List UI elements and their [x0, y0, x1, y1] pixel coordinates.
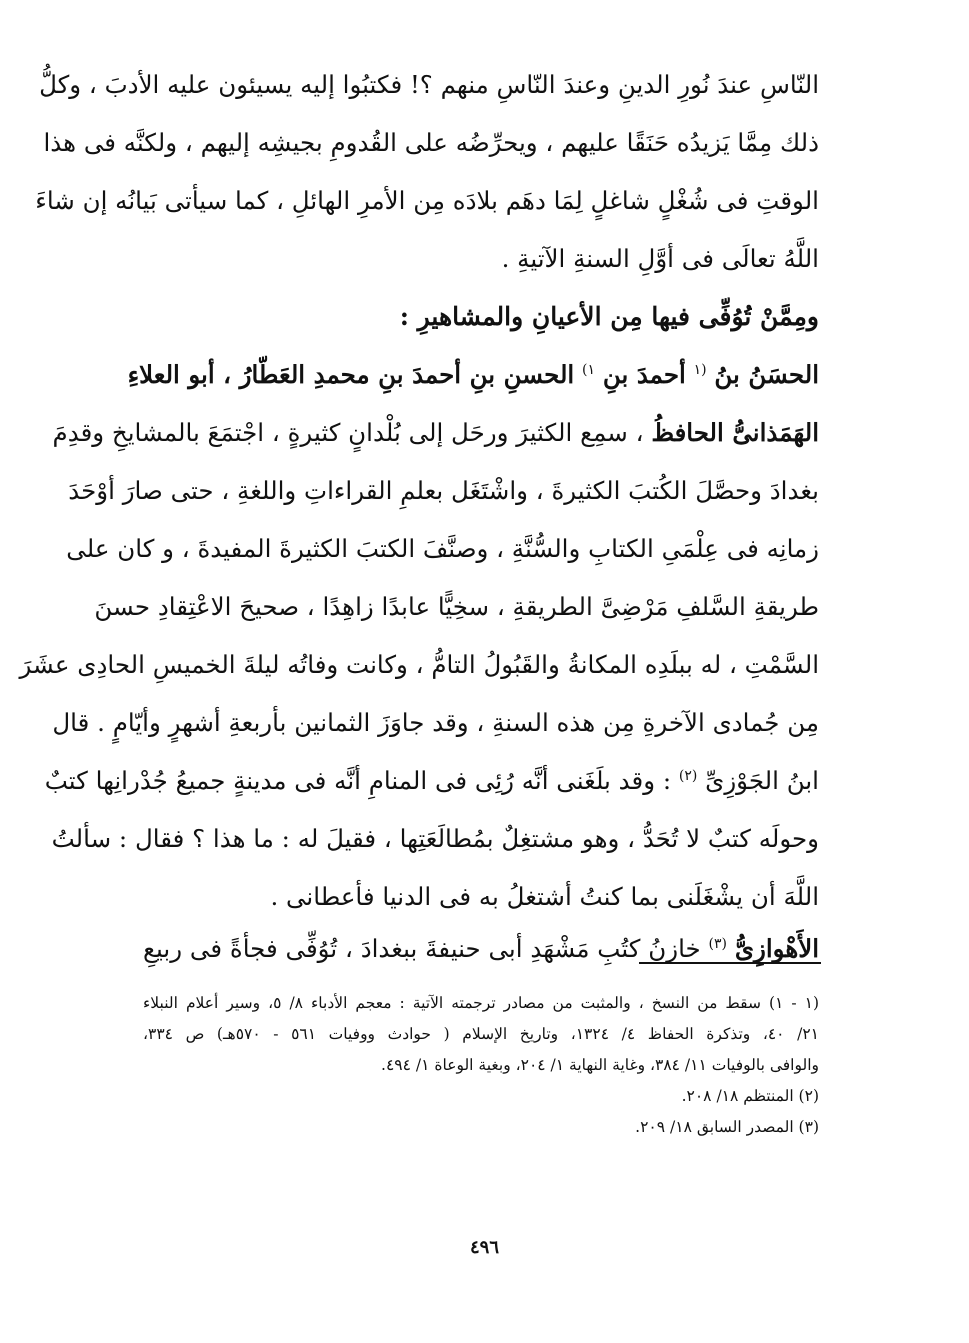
entry1-line-2-text: ، سمِع الكثيرَ ورحَل إلى بُلْدانٍ كثيرةٍ ، اجْتمَعَ بالمشايخِ وقدِمَ — [52, 418, 644, 447]
footnote-1-line-3: والوافى بالوفيات ١١/ ٣٨٤، وغاية النهاية ١/ ٢٠٤، وبغية الوعاة ١/ ٤٩٤. — [381, 1056, 819, 1074]
entry2-text: خازنُ كتُبِ مَشْهَدِ أبى حنيفةَ ببغدادَ ، تُوُفِّى فجأةً فى ربيعِ — [143, 934, 701, 963]
entry1-name-part3: الحسنِ بنِ أحمدَ بنِ محمدِ العَطّارُ ، أبو العلاءِ — [127, 360, 575, 389]
body-line-2: ذلك مِمَّا يَزيدُه حَنَقًا عليهم ، ويحرِّضُه على القُدومِ بجيشِه إليهم ، ولكنَّه فى هذا — [43, 128, 819, 157]
entry1-line-6: السَّمْتِ ، له ببلَدِه المكانةُ والقَبُولُ التامُّ ، وكانت وفاتُه ليلةَ الخميسِ الحادِى عشَرَ — [19, 650, 819, 679]
page-number: ٤٩٦ — [469, 1237, 499, 1258]
body-line-4: اللَّهُ تعالَى فى أوَّلِ السنةِ الآتيةِ . — [501, 244, 819, 273]
entry1-line-8-text: : وقد بلَغَنى أنَّه رُئِى فى المنامِ أنَّه فى مدينةٍ جميعُ جُدْرانِها كتبٌ — [44, 766, 672, 795]
entry2-name: الأَهْوازِىُّ — [734, 934, 820, 963]
entry1-line-3: بغدادَ وحصَّلَ الكُتبَ الكثيرةَ ، واشْتَغَل بعلمِ القراءاتِ واللغةِ ، حتى صارَ أوْحَدَ — [68, 476, 819, 505]
entry1-line-7: مِن جُمادى الآخرةِ مِن هذه السنةِ ، وقد جاوَزَ الثمانين بأربعةِ أشهرٍ وأيّامٍ . قال — [52, 708, 819, 737]
entry1-line-9: وحولَه كتبٌ لا تُحَدُّ ، وهو مشتغِلٌ بمُطالَعَتِها ، فقيلَ له : ما هذا ؟ فقال : سألتُ — [51, 824, 819, 853]
footnote-2: (٢) المنتظم ١٨/ ٢٠٨. — [681, 1087, 819, 1105]
footnote-separator — [639, 962, 821, 964]
entry1-nisba: الهَمَذانىُّ الحافظُ — [651, 418, 819, 447]
entry1-line-8 — [44, 752, 819, 810]
footnote-marker-1-close: ١) — [582, 361, 596, 378]
footnote-3: (٣) المصدر السابق ١٨/ ٢٠٩. — [635, 1118, 819, 1136]
entry1-name-part1: الحسَنُ بنُ — [714, 360, 819, 389]
body-line-1: النّاسِ عندَ نُورِ الدينِ وعندَ النّاسِ منهم ؟! فكتبُوا إليه يسيئون عليه الأدبَ ، وكلُّ — [39, 70, 819, 99]
section-heading: ومِمَّنْ تُوُفِّى فيها مِن الأعيانِ والمشاهيرِ : — [399, 302, 819, 331]
footnote-marker-2: (٢) — [678, 767, 698, 784]
entry1-name-part2: أحمدَ بنِ — [602, 360, 686, 389]
footnote-marker-1-open: (١ — [693, 361, 707, 378]
entry1-line-2 — [52, 404, 819, 462]
footnote-marker-3: (٣) — [708, 935, 727, 952]
entry1-line-8-author: ابنُ الجَوْزِىِّ — [705, 766, 819, 795]
entry1-line-4: زمانِه فى عِلْمَىِ الكتابِ والسُّنَّةِ ، وصنَّفَ الكتبَ الكثيرةَ المفيدةَ ، و كان على — [66, 534, 819, 563]
entry1-line-5: طريقةِ السَّلفِ مَرْضِىَّ الطريقةِ ، سخِيًّا عابدًا زاهِدًا ، صحيحَ الاعْتِقادِ حسنَ — [94, 592, 819, 621]
entry1-line-1 — [127, 346, 819, 404]
footnote-1-line-1: (١ - ١) سقط من النسخ ، والمثبت من مصادر ترجمته الآتية : معجم الأدباء ٨/ ٥، وسير أعلام النبلاء — [143, 994, 820, 1012]
entry1-line-10: اللَّهَ أن يشْغَلَنى بما كنتُ أشتغلُ به فى الدنيا فأعطانى . — [270, 882, 819, 911]
body-line-3: الوقتِ فى شُغْلٍ شاغلٍ لِمَا دهَم بلادَه مِن الأمرِ الهائلِ ، كما سيأتى بَيانُه إن شاءَ — [35, 186, 819, 215]
entry2-line-1 — [143, 920, 819, 978]
footnote-1-line-2: ٢١/ ٤٠، وتذكرة الحفاظ ٤/ ١٣٢٤، وتاريخ الإسلام ( حوادث ووفيات ٥٦١ - ٥٧٠هـ) ص ٣٣٤، — [143, 1025, 819, 1043]
